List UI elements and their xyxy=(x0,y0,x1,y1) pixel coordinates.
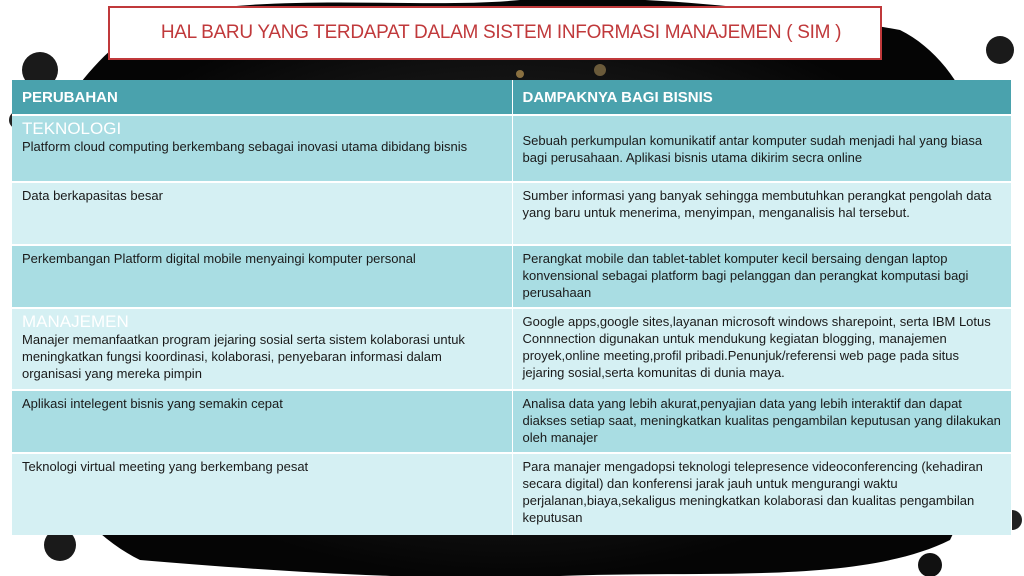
header-perubahan: PERUBAHAN xyxy=(12,80,512,115)
impact-cell: Perangkat mobile dan tablet-tablet komputer kecil bersaing dengan laptop konvensional sebagai platform bagi pelanggan dan perangkat komputasi bagi perusahaan xyxy=(512,245,1012,308)
table-header-row xyxy=(12,80,1012,115)
impact-cell: Analisa data yang lebih akurat,penyajian data yang lebih interaktif dan dapat diakses setiap saat, meningkatkan kualitas pengambilan keputusan yang dilakukan oleh manajer xyxy=(512,390,1012,453)
impact-cell: Sebuah perkumpulan komunikatif antar komputer sudah menjadi hal yang biasa bagi perusahaan. Aplikasi bisnis utama dikirim secra online xyxy=(512,115,1012,182)
category-label-teknologi: TEKNOLOGI xyxy=(22,119,122,138)
change-cell: Aplikasi intelegent bisnis yang semakin cepat xyxy=(12,390,512,453)
header-dampak: DAMPAKNYA BAGI BISNIS xyxy=(512,80,1012,115)
category-label-manajemen: MANAJEMEN xyxy=(22,312,129,331)
table-row xyxy=(12,182,1012,245)
impact-cell: Para manajer mengadopsi teknologi telepresence videoconferencing (kehadiran secara digital) dan konferensi jarak jauh untuk mengurangi waktu perjalanan,biaya,sekaligus meningkatkan kolaborasi dan kualitas pengambilan keputusan xyxy=(512,453,1012,535)
table-row xyxy=(12,245,1012,308)
change-text: Platform cloud computing berkembang sebagai inovasi utama dibidang bisnis xyxy=(22,139,468,154)
title-banner xyxy=(108,6,882,60)
table-row xyxy=(12,390,1012,453)
table-row xyxy=(12,308,1012,390)
sim-changes-table xyxy=(12,80,1012,535)
impact-cell: Google apps,google sites,layanan microsoft windows sharepoint, serta IBM Lotus Connnection digunakan untuk mendukung kegiatan blogging, manajemen proyek,online meeting,profil pribadi.Penunjuk/referensi web page pada situs jejaring sosial,serta komunitas di dunia maya. xyxy=(512,308,1012,390)
page-title: HAL BARU YANG TERDAPAT DALAM SISTEM INFORMASI MANAJEMEN ( SIM ) xyxy=(160,22,842,43)
change-cell: Teknologi virtual meeting yang berkembang pesat xyxy=(12,453,512,535)
table-row xyxy=(12,453,1012,535)
change-cell xyxy=(12,115,512,182)
table-row xyxy=(12,115,1012,182)
change-cell: Perkembangan Platform digital mobile menyaingi komputer personal xyxy=(12,245,512,308)
change-cell: Data berkapasitas besar xyxy=(12,182,512,245)
change-cell xyxy=(12,308,512,390)
impact-cell: Sumber informasi yang banyak sehingga membutuhkan perangkat pengolah data yang baru untuk menerima, menyimpan, menganalisis hal tersebut. xyxy=(512,182,1012,245)
change-text: Manajer memanfaatkan program jejaring sosial serta sistem kolaborasi untuk meningkatkan fungsi koordinasi, kolaborasi, penyebaran informasi dalam organisasi yang mereka pimpin xyxy=(22,332,465,381)
